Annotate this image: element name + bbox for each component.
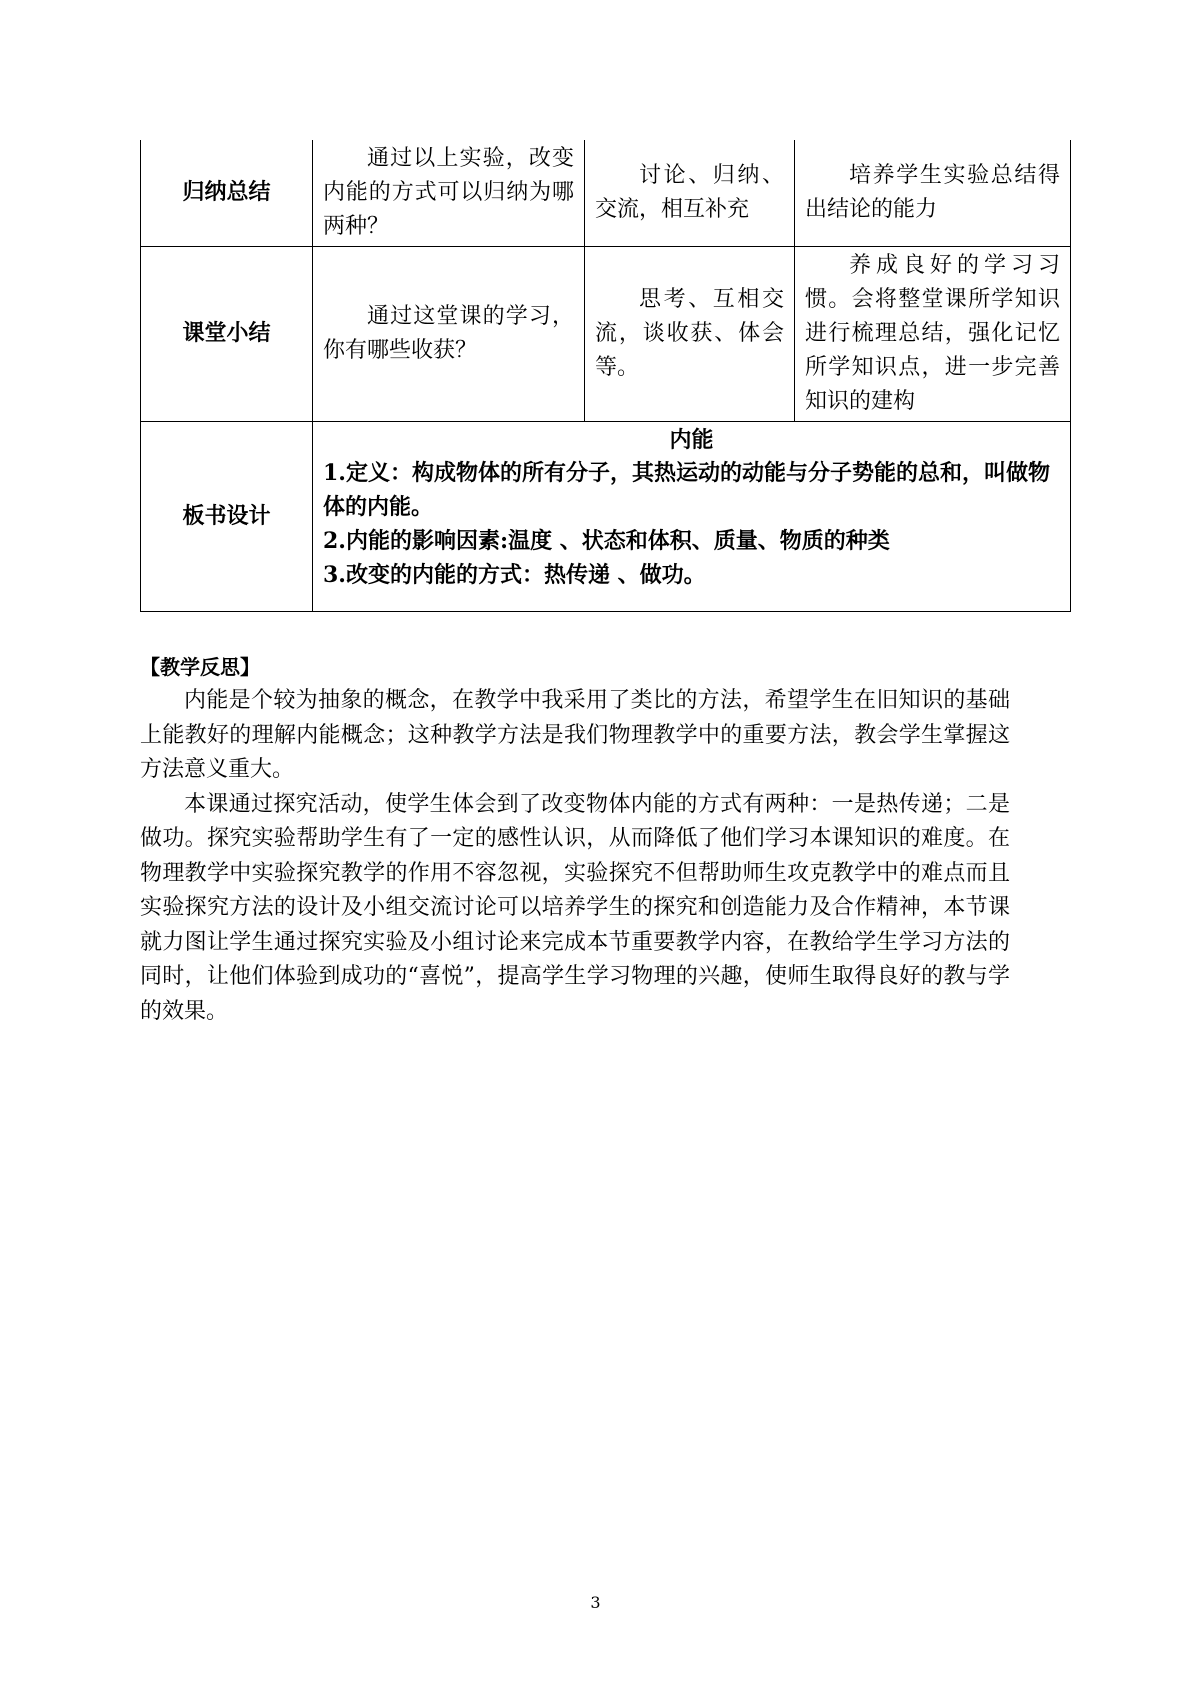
- lesson-plan-table: [140, 140, 1071, 612]
- page-number: 3: [590, 1593, 601, 1612]
- table-row: [141, 140, 1071, 247]
- board-line-methods: 3.改变的内能的方式：热传递 、做功。: [323, 562, 706, 588]
- stage-cell: 归纳总结: [141, 140, 313, 247]
- reflection-paragraph: 内能是个较为抽象的概念，在教学中我采用了类比的方法，希望学生在旧知识的基础上能教好的理解内能概念；这种教学方法是我们物理教学中的重要方法，教会学生掌握这方法意义重大。: [140, 688, 1010, 782]
- student-activity-cell: 讨论、归纳、交流，相互补充: [585, 140, 795, 247]
- teacher-activity-cell: 通过这堂课的学习，你有哪些收获？: [313, 247, 585, 422]
- stage-cell: 课堂小结: [141, 247, 313, 422]
- board-title: 内能: [669, 427, 714, 453]
- board-line-definition: 1.定义：构成物体的所有分子，其热运动的动能与分子势能的总和，叫做物体的内能。: [323, 460, 1050, 520]
- design-intent-cell: 养成良好的学习习惯。会将整堂课所学知识进行梳理总结，强化记忆所学知识点，进一步完善知识的建构: [795, 247, 1071, 422]
- board-design-cell: [313, 422, 1071, 612]
- student-activity-cell: 思考、互相交流，谈收获、体会等。: [585, 247, 795, 422]
- design-intent-cell: 培养学生实验总结得出结论的能力: [795, 140, 1071, 247]
- table-row: [141, 422, 1071, 612]
- teaching-reflection: [140, 650, 1010, 1029]
- reflection-heading: 【教学反思】: [140, 655, 260, 679]
- board-line-factors: 2.内能的影响因素:温度 、状态和体积、质量、物质的种类: [323, 528, 890, 554]
- table-row: [141, 247, 1071, 422]
- reflection-paragraph: 本课通过探究活动，使学生体会到了改变物体内能的方式有两种：一是热传递；二是做功。探究实验帮助学生有了一定的感性认识，从而降低了他们学习本课知识的难度。在物理教学中实验探究教学的作用不容忽视，实验探究不但帮助师生攻克教学中的难点而且实验探究方法的设计及小组交流讨论可以培养学生的探究和创造能力及合作精神，本节课就力图让学生通过探究实验及小组讨论来完成本节重要教学内容，在教给学生学习方法的同时，让他们体验到成功的“喜悦”，提高学生学习物理的兴趣，使师生取得良好的教与学的效果。: [140, 791, 1010, 1024]
- stage-cell: 板书设计: [141, 422, 313, 612]
- teacher-activity-cell: 通过以上实验，改变内能的方式可以归纳为哪两种？: [313, 140, 585, 247]
